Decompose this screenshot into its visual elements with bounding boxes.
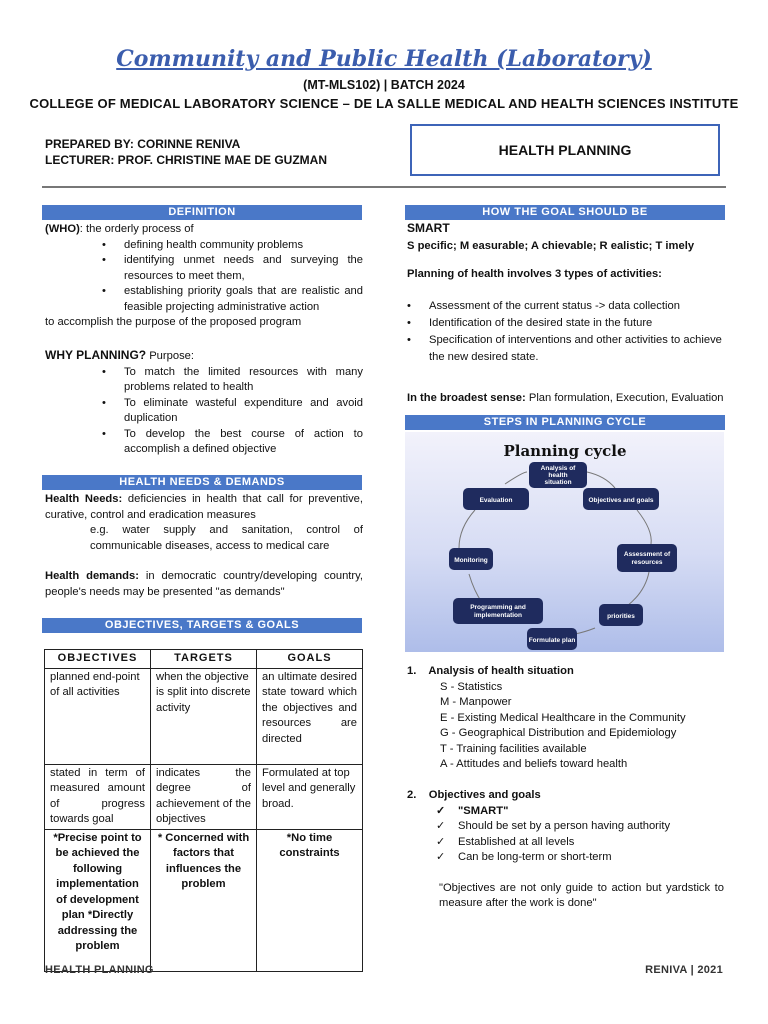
- broad-label: In the broadest sense:: [407, 391, 526, 404]
- course-code: (MT-MLS102) | BATCH 2024: [303, 78, 465, 92]
- definition-item: • identifying unmet needs and surveying the resources to meet them,: [124, 253, 363, 284]
- objectives-heading: 2. Objectives and goals: [407, 789, 541, 801]
- header-divider: [42, 186, 726, 188]
- needs-label: Health Needs:: [45, 493, 123, 505]
- node-monitoring: [449, 548, 493, 570]
- why-purpose: Purpose:: [146, 350, 194, 362]
- analysis-item: E - Existing Medical Healthcare in the Community: [440, 711, 686, 724]
- analysis-heading: 1. Analysis of health situation: [407, 665, 574, 677]
- table-cell: Formulated at top level and generally broad.: [257, 764, 363, 829]
- table-cell: when the objective is split into discrete activity: [151, 668, 257, 764]
- table-cell: planned end-point of all activities: [45, 668, 151, 764]
- objectives-item: ✓ Established at all levels: [458, 835, 724, 851]
- otg-table: [44, 649, 363, 972]
- column-header: OBJECTIVES: [45, 650, 151, 669]
- column-header: TARGETS: [151, 650, 257, 669]
- svg-text:Objectives and goals: Objectives and goals: [588, 497, 654, 504]
- objectives-item: ✓ "SMART": [458, 804, 724, 820]
- analysis-item: T - Training facilities available: [440, 742, 587, 755]
- otg-bar: OBJECTIVES, TARGETS & GOALS: [42, 618, 362, 633]
- smart-line: S pecific; M easurable; A chievable; R ealistic; T imely: [407, 239, 695, 252]
- svg-text:Evaluation: Evaluation: [479, 497, 513, 504]
- objectives-item: ✓ Should be set by a person having authority: [458, 819, 724, 835]
- broad-text: Plan formulation, Execution, Evaluation: [525, 391, 724, 404]
- objectives-item: ✓ Can be long-term or short-term: [458, 850, 724, 866]
- steps-bar: STEPS IN PLANNING CYCLE: [405, 415, 725, 430]
- needs-section: [45, 492, 363, 600]
- activity-item: • Assessment of the current status -> data collection: [429, 298, 724, 315]
- table-cell: indicates the degree of achievement of the objectives: [151, 764, 257, 829]
- svg-text:Programming andimplementation: Programming and implementation: [470, 604, 526, 619]
- needs-example: e.g. water supply and sanitation, control of communicable diseases, access to medical care: [90, 524, 363, 552]
- planning-intro: Planning of health involves 3 types of activities:: [407, 268, 662, 280]
- needs-bar: HEALTH NEEDS & DEMANDS: [42, 475, 362, 490]
- definition-section: [45, 222, 363, 331]
- document-title: Community and Public Health (Laboratory): [116, 46, 652, 72]
- goal-bar: HOW THE GOAL SHOULD BE: [405, 205, 725, 220]
- diagram-title: Planning cycle: [503, 442, 627, 460]
- table-row: [45, 668, 363, 764]
- svg-text:priorities: priorities: [607, 613, 635, 620]
- activity-item: • Specification of interventions and other activities to achieve the new desired state.: [429, 332, 724, 366]
- table-cell: * Concerned with factors that influences the problem: [151, 829, 257, 971]
- needs-text: deficiencies in health that call for preventive, curative, control and eradication measures: [45, 493, 363, 521]
- analysis-item: A - Attitudes and beliefs toward health: [440, 758, 628, 770]
- lecturer: LECTURER: PROF. CHRISTINE MAE DE GUZMAN: [45, 153, 327, 167]
- who-label: (WHO): [45, 223, 80, 235]
- objectives-section: [407, 788, 724, 912]
- author-block: [45, 136, 327, 168]
- node-assessment: [617, 544, 677, 572]
- topic-box: HEALTH PLANNING: [410, 124, 720, 176]
- smart-heading: SMART: [407, 221, 450, 235]
- footer-left: HEALTH PLANNING: [45, 964, 154, 976]
- svg-text:Monitoring: Monitoring: [454, 557, 488, 564]
- node-analysis: [529, 462, 587, 488]
- table-cell: *Precise point to be achieved the following implementation of development plan *Directly addressing the problem: [45, 829, 151, 971]
- analysis-section: [407, 664, 724, 773]
- node-priorities: [599, 604, 643, 626]
- objectives-quote: "Objectives are not only guide to action but yardstick to measure after the work is done": [439, 881, 724, 909]
- definition-item: • establishing priority goals that are realistic and feasible projecting administrative action: [124, 284, 363, 315]
- cycle-svg: [405, 432, 724, 652]
- why-item: • To match the limited resources with many problems related to health: [124, 365, 363, 396]
- college-name: COLLEGE OF MEDICAL LABORATORY SCIENCE – DE LA SALLE MEDICAL AND HEALTH SCIENCES INSTITUTE: [29, 96, 739, 111]
- planning-cycle-diagram: [405, 432, 724, 652]
- why-item: • To eliminate wasteful expenditure and avoid duplication: [124, 396, 363, 427]
- table-row: [45, 829, 363, 971]
- footer-right: RENIVA | 2021: [645, 964, 723, 976]
- table-row: [45, 764, 363, 829]
- why-planning-section: [45, 348, 363, 458]
- why-item: • To develop the best course of action to accomplish a defined objective: [124, 427, 363, 458]
- table-cell: an ultimate desired state toward which the objectives and resources are directed: [257, 668, 363, 764]
- node-formulate: [527, 628, 577, 650]
- analysis-item: M - Manpower: [440, 696, 512, 708]
- table-cell: stated in term of measured amount of progress towards goal: [45, 764, 151, 829]
- who-text: : the orderly process of: [79, 223, 194, 235]
- definition-bar: DEFINITION: [42, 205, 362, 220]
- definition-item: • defining health community problems: [124, 238, 363, 254]
- analysis-item: G - Geographical Distribution and Epidemiology: [440, 727, 677, 739]
- prepared-by: PREPARED BY: CORINNE RENIVA: [45, 137, 241, 151]
- column-header: GOALS: [257, 650, 363, 669]
- node-objectives: [583, 488, 659, 510]
- node-programming: [453, 598, 543, 624]
- analysis-item: S - Statistics: [440, 680, 503, 693]
- demands-label: Health demands:: [45, 570, 139, 582]
- table-cell: *No time constraints: [257, 829, 363, 971]
- goal-section: [407, 221, 724, 406]
- demands-text: in democratic country/developing country, people's needs may be presented "as demands": [45, 570, 364, 598]
- svg-text:Assessment ofresources: Assessment of resources: [623, 551, 671, 566]
- definition-closing: to accomplish the purpose of the proposed program: [45, 316, 302, 328]
- svg-text:Formulate plan: Formulate plan: [528, 637, 576, 644]
- why-label: WHY PLANNING?: [45, 348, 147, 362]
- svg-text:Analysis ofhealthsituation: Analysis of health situation: [540, 465, 576, 486]
- activity-item: • Identification of the desired state in the future: [429, 315, 724, 332]
- table-header-row: [45, 650, 363, 669]
- node-evaluation: [463, 488, 529, 510]
